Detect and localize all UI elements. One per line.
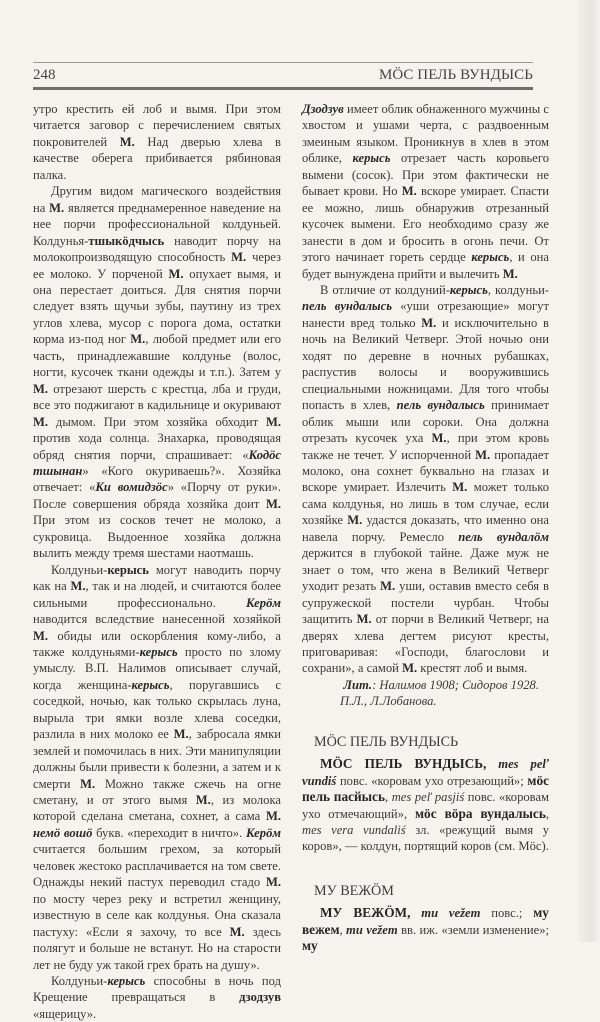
lemma: му bbox=[302, 938, 318, 954]
text: , при этом кровь также не течет. У испорченной bbox=[302, 431, 549, 462]
komi-phrase: керысь bbox=[139, 644, 178, 659]
abbrev-m: М. bbox=[130, 332, 146, 347]
header-rule-top bbox=[33, 62, 533, 63]
text: и исключительно в ночь на Великий Четверг. Этой ночью они ходят по деревне в ночных рубашках, распустив волосы и вооружившись специальными ножницами. Для того чтобы попасть в хлев, bbox=[302, 315, 549, 413]
transliteration: mu vežem bbox=[346, 922, 398, 937]
text: , и она будет вынуждена прийти и вылечить bbox=[302, 250, 549, 281]
text: способны в ночь под Крещение превращаться в bbox=[33, 974, 281, 1005]
text: является преднамеренное наведение на нее порчи профессиональной колдуньей. Колдунья- bbox=[33, 200, 282, 248]
text: , любой предмет или его часть, принадлежавшие колдунье (волос, ногти, кусочек ткани одежды и т.п.). Затем у bbox=[33, 332, 282, 380]
text: дымом. При этом хозяйка обходит bbox=[48, 414, 266, 429]
entry-definition bbox=[302, 756, 549, 855]
text: обиды или оскорбления кому-либо, а также колдуньями- bbox=[33, 628, 281, 659]
literature-label: Лит. bbox=[343, 677, 373, 692]
entry-heading: МУ ВЕЖÖМ bbox=[314, 882, 394, 899]
text: «уши отрезающие» могут нанести вред только bbox=[302, 299, 549, 330]
text: опухает вымя, и она перестает доиться. Для снятия порчи следует взять щучьи зубы, паутину из трех углов хлева, мусор с порога дома, остатки корма из-под ног bbox=[33, 266, 282, 347]
transliteration: mes peľ vundiś bbox=[302, 757, 549, 788]
komi-phrase: пель вундалысь bbox=[302, 299, 392, 314]
text: зл. «режущий вымя у коров», — колдун, портящий коров (см. Мöс). bbox=[302, 823, 550, 854]
lemma: МУ ВЕЖÖМ, bbox=[320, 905, 411, 921]
text: , bbox=[384, 790, 392, 805]
text: удастся доказать, что именно она навела порчу. Ремесло bbox=[302, 513, 549, 544]
lemma: мöс пель пасйысь bbox=[302, 772, 549, 805]
text: против хода солнца. Знахарка, проводящая обряд снятия порчи, спрашивает: « bbox=[33, 431, 281, 462]
text: букв. «переходит в ничто». bbox=[92, 825, 246, 840]
text: , колдуньи- bbox=[487, 282, 550, 297]
text: , поругавшись с соседкой, ночью, как только скрылась луна, вырыла три ямки возле хлева соседки, разлила в них молоко ее bbox=[33, 677, 281, 742]
text: может только сама колдунья, но лишь в том случае, если хозяйке bbox=[302, 480, 549, 528]
text: » «Порчу от руки». После совершения обряда хозяйка доит bbox=[33, 480, 282, 511]
abbrev-m: М. bbox=[502, 266, 518, 281]
abbrev-m: М. bbox=[356, 612, 372, 627]
text: «ящерицу». bbox=[33, 1006, 97, 1021]
text: через ее молоко. У порченой bbox=[33, 250, 282, 281]
abbrev-m: М. bbox=[475, 447, 491, 462]
komi-phrase: керысь bbox=[449, 282, 488, 297]
literature-references bbox=[302, 677, 549, 693]
text: , забросала ямки землей и помочилась в них. Эти манипуляции должны были привести к болезни, а затем и к смерти bbox=[33, 727, 281, 791]
komi-phrase: керысь bbox=[131, 677, 170, 692]
text: по мосту через реку и встретил женщину, известную в селе как колдунья. Она сказала пастуху: «Если я захочу, то все bbox=[33, 891, 281, 939]
header-rule-bottom bbox=[33, 87, 533, 90]
text: могут наводить порчу как на bbox=[33, 562, 281, 594]
entry-definition bbox=[302, 905, 549, 954]
lemma: МÖС ПЕЛЬ ВУНДЫСЬ, bbox=[320, 756, 487, 772]
text: При этом из сосков течет не молоко, а сукровица. Выдоенное хозяйка должна вылить между тремя шестами наотмашь. bbox=[33, 513, 281, 561]
text: Колдуньи- bbox=[51, 562, 108, 577]
paragraph bbox=[33, 562, 281, 973]
text: повс. «коровам ухо отмечающий», bbox=[302, 790, 550, 821]
transliteration: mes peľ pasjiś bbox=[391, 790, 465, 805]
text: повс. «коровам ухо отрезающий»; bbox=[336, 773, 528, 788]
komi-phrase: керысь bbox=[471, 250, 510, 265]
abbrev-m: М. bbox=[401, 184, 417, 199]
abbrev-m: М. bbox=[265, 414, 281, 429]
text: утро крестить ей лоб и вымя. При этом читается заговор с перечислением святых покровителей bbox=[33, 102, 281, 149]
abbrev-m: М. bbox=[265, 809, 281, 824]
abbrev-m: М. bbox=[33, 414, 49, 429]
abbrev-m: М. bbox=[33, 381, 49, 396]
text: вскоре умирает. Спасти ее можно, лишь обнаружив отрезанный кусочек вымени. Его необходимо сразу же занести в дом и бросить в огонь печи. От этого начинает гореть сердце bbox=[302, 184, 550, 265]
abbrev-m: М. bbox=[347, 513, 363, 528]
abbrev-m: М. bbox=[80, 776, 96, 791]
komi-phrase: Дзодзув bbox=[302, 102, 344, 116]
term: дзодзув bbox=[239, 990, 281, 1005]
text: вв. иж. «земли изменение»; bbox=[397, 922, 549, 937]
text: наводится вследствие нанесенной хозяйкой bbox=[33, 612, 281, 627]
text: уши, оставив вместо себя в супружеской постели чурбан. Чтобы защитить bbox=[302, 579, 549, 627]
text: Над дверью хлева в качестве оберега прибивается рябиновая палка. bbox=[33, 134, 281, 182]
text: имеет облик обнаженного мужчины с хвостом и ушами черта, с раздвоенным змеиным языком. Проникнув в хлев в этом облике, bbox=[302, 102, 549, 166]
komi-phrase: пель вундалысь bbox=[396, 398, 485, 413]
abbrev-m: М. bbox=[195, 793, 211, 808]
abbrev-m: М. bbox=[49, 200, 65, 215]
abbrev-m: М. bbox=[33, 628, 49, 643]
komi-phrase: керысь bbox=[107, 974, 146, 989]
text: от порчи в Великий Четверг, на дверях хлева дегтем рисуют кресты, приговаривая: «Господи, благослови и сохрани», а самой bbox=[302, 612, 549, 676]
komi-phrase: Кодöс тшынан bbox=[33, 447, 281, 478]
text: , bbox=[339, 922, 347, 937]
text: , так и на людей, и считаются более сильными профессионально. bbox=[33, 579, 282, 610]
text: повс.; bbox=[480, 906, 534, 921]
page-edge bbox=[578, 0, 600, 942]
page-number: 248 bbox=[33, 67, 56, 83]
text: пропадает молоко, она сохнет буквально на глазах и вскоре умирает. Излечить bbox=[302, 447, 549, 495]
abbrev-m: М. bbox=[265, 496, 281, 511]
paragraph bbox=[33, 183, 281, 561]
text: » «Кого окуриваешь?». Хозяйка отвечает: « bbox=[33, 463, 281, 495]
transliteration: mu vežem bbox=[410, 906, 481, 921]
abbrev-m: М. bbox=[265, 875, 281, 890]
text: отрезает часть коровьего вымени (сосок). При этом фактически не бывает крови. Но bbox=[302, 151, 549, 199]
right-column bbox=[302, 101, 549, 955]
komi-phrase: Керöм bbox=[245, 825, 281, 840]
running-head bbox=[33, 62, 533, 102]
text: , из молока которой сделана сметана, сохнет, а сама bbox=[33, 793, 282, 824]
text: здесь полягут и больше не встанут. Но на старости лет не буду уж такой грех брать на душу». bbox=[33, 924, 281, 972]
abbrev-m: М. bbox=[119, 134, 135, 149]
entry-heading: МÖС ПЕЛЬ ВУНДЫСЬ bbox=[314, 733, 459, 750]
komi-phrase: немö вошö bbox=[33, 825, 93, 840]
text: принимает облик мыши или сороки. Она должна отрезать кусочек уха bbox=[302, 398, 549, 446]
paragraph bbox=[302, 282, 549, 677]
term: тшыкöдчысь bbox=[88, 233, 165, 248]
abbrev-m: М. bbox=[421, 315, 437, 330]
lemma: мöс вöра вундалысь bbox=[414, 805, 546, 821]
abbrev-m: М. bbox=[70, 579, 86, 594]
komi-phrase: пель вундалöм bbox=[458, 529, 549, 544]
abbrev-m: М. bbox=[452, 480, 468, 495]
text: считается большим грехом, за который человек жестоко расплачивается на том свете. Однажды некий пастух переводил стадо bbox=[33, 842, 281, 890]
term: керысь bbox=[107, 562, 149, 577]
paragraph bbox=[33, 973, 281, 1022]
paragraph bbox=[302, 101, 549, 282]
abbrev-m: М. bbox=[231, 250, 247, 265]
paragraph bbox=[33, 101, 281, 183]
komi-phrase: керысь bbox=[352, 151, 391, 166]
running-title: МÖС ПЕЛЬ ВУНДЫСЬ bbox=[378, 67, 533, 83]
text: держится в глубокой тайне. Даже муж не знает о том, что жена в Великий Четверг уходит резать bbox=[302, 546, 549, 594]
text: Другим видом магического воздействия на bbox=[33, 184, 281, 215]
abbrev-m: М. bbox=[431, 431, 447, 446]
text: Колдуньи- bbox=[51, 974, 108, 989]
lemma: му вежем bbox=[302, 905, 549, 937]
abbrev-m: М. bbox=[229, 924, 245, 939]
article-authors: П.Л., Л.Лобанова. bbox=[340, 694, 437, 709]
text: В отличие от колдуний- bbox=[320, 282, 450, 297]
left-column bbox=[33, 101, 281, 1022]
abbrev-m: М. bbox=[173, 727, 189, 742]
komi-phrase: Ки вомидзöс bbox=[95, 480, 168, 495]
text: отрезают шерсть с крестца, лба и груди, все это поджигают в кадильнице и окуривают bbox=[33, 381, 281, 413]
abbrev-m: М. bbox=[402, 661, 418, 676]
text: крестят лоб и вымя. bbox=[417, 661, 528, 676]
text: наводит порчу на молокопроизводящую способность bbox=[33, 233, 281, 265]
transliteration: mes vera vundaliś bbox=[302, 823, 406, 838]
literature-refs: : Налимов 1908; Сидоров 1928. bbox=[372, 677, 539, 692]
text: , bbox=[545, 806, 550, 821]
komi-phrase: Керöм bbox=[245, 595, 281, 610]
text: просто по злому умыслу. В.П. Налимов описывает случай, когда женщина- bbox=[33, 644, 282, 692]
abbrev-m: М. bbox=[380, 579, 396, 594]
text: Можно также сжечь на огне сметану, и от этого вымя bbox=[33, 776, 282, 808]
abbrev-m: М. bbox=[168, 266, 184, 281]
